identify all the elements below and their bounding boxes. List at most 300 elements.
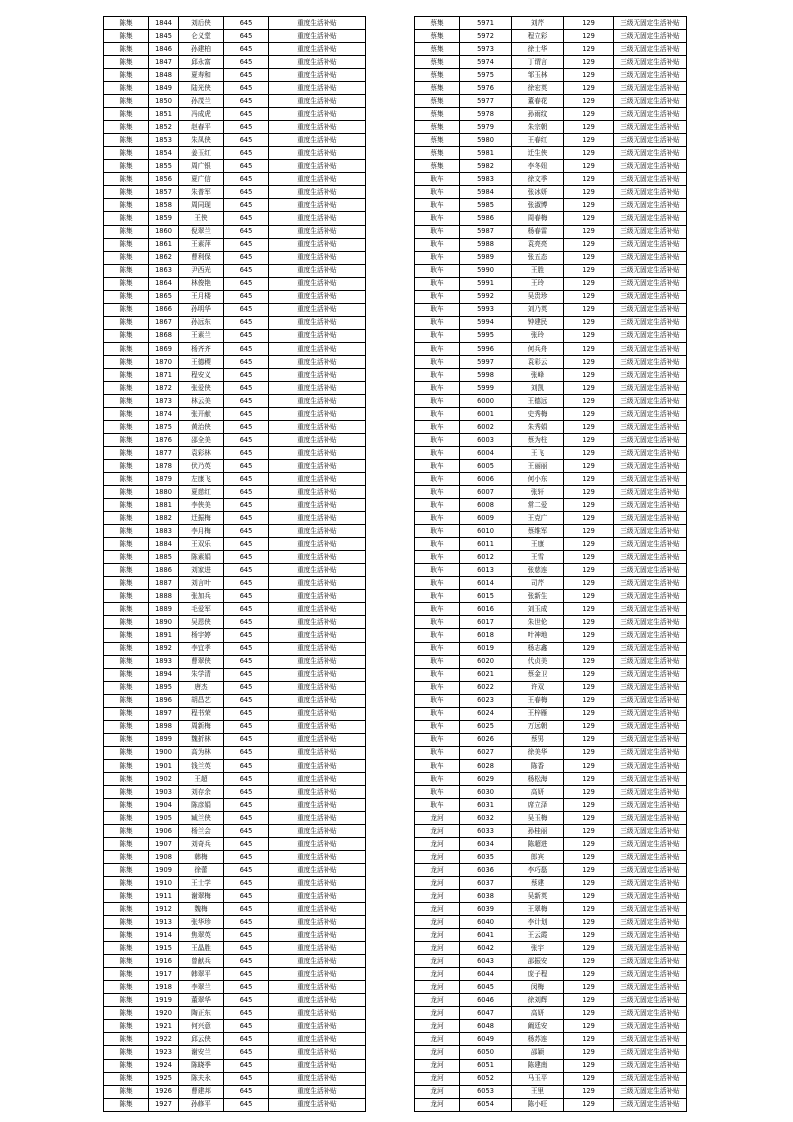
subsidy-type-cell: 重度生活补贴	[269, 942, 366, 955]
serial-number-cell: 5989	[460, 251, 512, 264]
serial-number-cell: 6041	[460, 929, 512, 942]
town-cell: 陈集	[104, 17, 149, 30]
serial-number-cell: 1876	[149, 434, 179, 447]
subsidy-type-cell: 重度生活补贴	[269, 837, 366, 850]
subsidy-type-cell: 三级无固定生活补贴	[614, 173, 687, 186]
person-name-cell: 邹玉林	[512, 69, 564, 82]
town-cell: 龙河	[415, 981, 460, 994]
table-row	[415, 447, 687, 460]
person-name-cell: 张新生	[512, 590, 564, 603]
amount-cell: 645	[224, 811, 269, 824]
serial-number-cell: 1849	[149, 82, 179, 95]
serial-number-cell: 6025	[460, 720, 512, 733]
town-cell: 龙河	[415, 1033, 460, 1046]
town-cell: 陈集	[104, 329, 149, 342]
town-cell: 龙河	[415, 929, 460, 942]
table-row	[415, 394, 687, 407]
serial-number-cell: 1880	[149, 486, 179, 499]
serial-number-cell: 6051	[460, 1059, 512, 1072]
serial-number-cell: 6015	[460, 590, 512, 603]
amount-cell: 129	[564, 486, 614, 499]
amount-cell: 645	[224, 551, 269, 564]
person-name-cell: 陆光侠	[179, 82, 224, 95]
table-row	[415, 434, 687, 447]
person-name-cell: 迁振梅	[179, 512, 224, 525]
table-row	[415, 525, 687, 538]
table-row	[415, 69, 687, 82]
person-name-cell: 董春花	[512, 95, 564, 108]
subsidy-type-cell: 重度生活补贴	[269, 772, 366, 785]
serial-number-cell: 6008	[460, 499, 512, 512]
serial-number-cell: 6014	[460, 577, 512, 590]
person-name-cell: 王康	[512, 538, 564, 551]
table-row	[104, 538, 366, 551]
table-row	[104, 173, 366, 186]
serial-number-cell: 1862	[149, 251, 179, 264]
amount-cell: 129	[564, 981, 614, 994]
person-name-cell: 朱普军	[179, 186, 224, 199]
serial-number-cell: 6029	[460, 772, 512, 785]
subsidy-type-cell: 三级无固定生活补贴	[614, 551, 687, 564]
amount-cell: 645	[224, 199, 269, 212]
amount-cell: 645	[224, 225, 269, 238]
serial-number-cell: 6042	[460, 942, 512, 955]
amount-cell: 129	[564, 642, 614, 655]
town-cell: 陈集	[104, 785, 149, 798]
subsidy-type-cell: 三级无固定生活补贴	[614, 877, 687, 890]
serial-number-cell: 1927	[149, 1098, 179, 1111]
table-row	[415, 864, 687, 877]
subsidy-type-cell: 重度生活补贴	[269, 95, 366, 108]
table-row	[415, 303, 687, 316]
table-row	[104, 43, 366, 56]
town-cell: 陈集	[104, 642, 149, 655]
person-name-cell: 王胜	[512, 264, 564, 277]
serial-number-cell: 5996	[460, 342, 512, 355]
subsidy-type-cell: 三级无固定生活补贴	[614, 916, 687, 929]
amount-cell: 645	[224, 251, 269, 264]
subsidy-type-cell: 重度生活补贴	[269, 499, 366, 512]
amount-cell: 645	[224, 329, 269, 342]
subsidy-type-cell: 三级无固定生活补贴	[614, 251, 687, 264]
subsidy-type-cell: 重度生活补贴	[269, 955, 366, 968]
amount-cell: 129	[564, 212, 614, 225]
serial-number-cell: 1883	[149, 525, 179, 538]
person-name-cell: 吴新英	[512, 890, 564, 903]
subsidy-type-cell: 重度生活补贴	[269, 851, 366, 864]
person-name-cell: 魏折林	[179, 733, 224, 746]
subsidy-type-cell: 三级无固定生活补贴	[614, 186, 687, 199]
table-row	[104, 121, 366, 134]
town-cell: 龙河	[415, 864, 460, 877]
serial-number-cell: 6022	[460, 681, 512, 694]
amount-cell: 645	[224, 746, 269, 759]
subsidy-type-cell: 重度生活补贴	[269, 355, 366, 368]
table-row	[415, 499, 687, 512]
subsidy-type-cell: 重度生活补贴	[269, 929, 366, 942]
subsidy-type-cell: 重度生活补贴	[269, 1098, 366, 1111]
table-row	[415, 694, 687, 707]
person-name-cell: 董翠华	[179, 994, 224, 1007]
table-row	[104, 342, 366, 355]
table-row	[415, 890, 687, 903]
table-row	[104, 616, 366, 629]
table-row	[104, 642, 366, 655]
amount-cell: 645	[224, 694, 269, 707]
subsidy-type-cell: 重度生活补贴	[269, 616, 366, 629]
amount-cell: 129	[564, 538, 614, 551]
person-name-cell: 袁彩云	[512, 355, 564, 368]
amount-cell: 129	[564, 837, 614, 850]
table-row	[104, 1020, 366, 1033]
person-name-cell: 刘家进	[179, 564, 224, 577]
serial-number-cell: 5993	[460, 303, 512, 316]
subsidy-type-cell: 三级无固定生活补贴	[614, 538, 687, 551]
serial-number-cell: 5983	[460, 173, 512, 186]
town-cell: 陈集	[104, 890, 149, 903]
serial-number-cell: 6023	[460, 694, 512, 707]
amount-cell: 129	[564, 95, 614, 108]
table-row	[415, 929, 687, 942]
serial-number-cell: 1922	[149, 1033, 179, 1046]
person-name-cell: 李月梅	[179, 525, 224, 538]
serial-number-cell: 6037	[460, 877, 512, 890]
town-cell: 陈集	[104, 759, 149, 772]
table-row	[415, 642, 687, 655]
town-cell: 陈集	[104, 186, 149, 199]
amount-cell: 645	[224, 668, 269, 681]
serial-number-cell: 1847	[149, 56, 179, 69]
town-cell: 耿车	[415, 173, 460, 186]
amount-cell: 129	[564, 903, 614, 916]
subsidy-type-cell: 三级无固定生活补贴	[614, 798, 687, 811]
subsidy-type-cell: 重度生活补贴	[269, 381, 366, 394]
amount-cell: 129	[564, 303, 614, 316]
amount-cell: 645	[224, 759, 269, 772]
person-name-cell: 王春红	[512, 134, 564, 147]
amount-cell: 129	[564, 942, 614, 955]
person-name-cell: 王克广	[512, 512, 564, 525]
amount-cell: 645	[224, 837, 269, 850]
serial-number-cell: 6044	[460, 968, 512, 981]
person-name-cell: 仑义堂	[179, 30, 224, 43]
town-cell: 陈集	[104, 903, 149, 916]
town-cell: 龙河	[415, 811, 460, 824]
subsidy-type-cell: 三级无固定生活补贴	[614, 629, 687, 642]
person-name-cell: 孙茂兰	[179, 95, 224, 108]
person-name-cell: 陈香	[512, 759, 564, 772]
amount-cell: 129	[564, 121, 614, 134]
serial-number-cell: 1915	[149, 942, 179, 955]
subsidy-type-cell: 重度生活补贴	[269, 811, 366, 824]
person-name-cell: 唐杰	[179, 681, 224, 694]
subsidy-type-cell: 三级无固定生活补贴	[614, 929, 687, 942]
table-row	[104, 17, 366, 30]
subsidy-type-cell: 三级无固定生活补贴	[614, 824, 687, 837]
person-name-cell: 陶正东	[179, 1007, 224, 1020]
subsidy-type-cell: 三级无固定生活补贴	[614, 43, 687, 56]
subsidy-type-cell: 三级无固定生活补贴	[614, 864, 687, 877]
town-cell: 龙河	[415, 955, 460, 968]
amount-cell: 645	[224, 538, 269, 551]
person-name-cell: 王超	[179, 772, 224, 785]
serial-number-cell: 6046	[460, 994, 512, 1007]
subsidy-type-cell: 三级无固定生活补贴	[614, 642, 687, 655]
person-name-cell: 李巧磊	[512, 864, 564, 877]
town-cell: 蔡集	[415, 121, 460, 134]
town-cell: 陈集	[104, 69, 149, 82]
town-cell: 陈集	[104, 342, 149, 355]
serial-number-cell: 6010	[460, 525, 512, 538]
table-row	[104, 212, 366, 225]
subsidy-type-cell: 重度生活补贴	[269, 733, 366, 746]
table-row	[104, 837, 366, 850]
subsidy-type-cell: 重度生活补贴	[269, 82, 366, 95]
person-name-cell: 王翠梅	[512, 903, 564, 916]
person-name-cell: 丁谓言	[512, 56, 564, 69]
town-cell: 陈集	[104, 199, 149, 212]
person-name-cell: 徐士华	[512, 43, 564, 56]
subsidy-type-cell: 三级无固定生活补贴	[614, 707, 687, 720]
person-name-cell: 冯成虎	[179, 108, 224, 121]
table-row	[415, 355, 687, 368]
subsidy-type-cell: 三级无固定生活补贴	[614, 1007, 687, 1020]
subsidy-type-cell: 重度生活补贴	[269, 303, 366, 316]
subsidy-type-cell: 三级无固定生活补贴	[614, 694, 687, 707]
town-cell: 耿车	[415, 368, 460, 381]
table-row	[104, 186, 366, 199]
amount-cell: 645	[224, 56, 269, 69]
table-row	[415, 420, 687, 433]
subsidy-type-cell: 重度生活补贴	[269, 1007, 366, 1020]
town-cell: 蔡集	[415, 160, 460, 173]
amount-cell: 129	[564, 668, 614, 681]
serial-number-cell: 5974	[460, 56, 512, 69]
table-row	[104, 981, 366, 994]
amount-cell: 129	[564, 929, 614, 942]
town-cell: 耿车	[415, 316, 460, 329]
amount-cell: 645	[224, 720, 269, 733]
serial-number-cell: 6039	[460, 903, 512, 916]
serial-number-cell: 1912	[149, 903, 179, 916]
person-name-cell: 李冬妞	[512, 160, 564, 173]
person-name-cell: 倪翠兰	[179, 225, 224, 238]
town-cell: 陈集	[104, 851, 149, 864]
serial-number-cell: 1908	[149, 851, 179, 864]
serial-number-cell: 5985	[460, 199, 512, 212]
amount-cell: 645	[224, 407, 269, 420]
table-row	[415, 212, 687, 225]
table-row	[415, 981, 687, 994]
subsidy-type-cell: 三级无固定生活补贴	[614, 108, 687, 121]
serial-number-cell: 1864	[149, 277, 179, 290]
subsidy-type-cell: 重度生活补贴	[269, 447, 366, 460]
table-row	[415, 186, 687, 199]
serial-number-cell: 1887	[149, 577, 179, 590]
serial-number-cell: 1888	[149, 590, 179, 603]
subsidy-type-cell: 三级无固定生活补贴	[614, 890, 687, 903]
town-cell: 陈集	[104, 720, 149, 733]
serial-number-cell: 6019	[460, 642, 512, 655]
amount-cell: 129	[564, 134, 614, 147]
serial-number-cell: 6045	[460, 981, 512, 994]
subsidy-type-cell: 重度生活补贴	[269, 681, 366, 694]
town-cell: 陈集	[104, 134, 149, 147]
amount-cell: 645	[224, 17, 269, 30]
amount-cell: 645	[224, 733, 269, 746]
amount-cell: 129	[564, 17, 614, 30]
table-row	[104, 864, 366, 877]
amount-cell: 129	[564, 186, 614, 199]
person-name-cell: 邵颖	[512, 1046, 564, 1059]
serial-number-cell: 1844	[149, 17, 179, 30]
amount-cell: 129	[564, 368, 614, 381]
person-name-cell: 叶神地	[512, 629, 564, 642]
amount-cell: 129	[564, 851, 614, 864]
serial-number-cell: 6011	[460, 538, 512, 551]
town-cell: 陈集	[104, 603, 149, 616]
town-cell: 陈集	[104, 824, 149, 837]
person-name-cell: 王玲	[512, 277, 564, 290]
table-row	[104, 551, 366, 564]
table-row	[104, 303, 366, 316]
subsidy-type-cell: 重度生活补贴	[269, 251, 366, 264]
serial-number-cell: 1904	[149, 798, 179, 811]
table-row	[415, 916, 687, 929]
town-cell: 耿车	[415, 733, 460, 746]
serial-number-cell: 6004	[460, 447, 512, 460]
serial-number-cell: 1900	[149, 746, 179, 759]
serial-number-cell: 1884	[149, 538, 179, 551]
table-row	[104, 225, 366, 238]
town-cell: 耿车	[415, 225, 460, 238]
table-row	[104, 681, 366, 694]
amount-cell: 129	[564, 251, 614, 264]
town-cell: 蔡集	[415, 30, 460, 43]
subsidy-type-cell: 重度生活补贴	[269, 473, 366, 486]
subsidy-type-cell: 三级无固定生活补贴	[614, 590, 687, 603]
serial-number-cell: 6048	[460, 1020, 512, 1033]
amount-cell: 129	[564, 798, 614, 811]
serial-number-cell: 5976	[460, 82, 512, 95]
serial-number-cell: 6026	[460, 733, 512, 746]
amount-cell: 129	[564, 173, 614, 186]
town-cell: 陈集	[104, 590, 149, 603]
subsidy-type-cell: 重度生活补贴	[269, 225, 366, 238]
subsidy-type-cell: 重度生活补贴	[269, 746, 366, 759]
subsidy-type-cell: 重度生活补贴	[269, 264, 366, 277]
town-cell: 陈集	[104, 264, 149, 277]
serial-number-cell: 5997	[460, 355, 512, 368]
town-cell: 耿车	[415, 355, 460, 368]
table-row	[104, 407, 366, 420]
subsidy-type-cell: 三级无固定生活补贴	[614, 512, 687, 525]
amount-cell: 645	[224, 929, 269, 942]
subsidy-type-cell: 重度生活补贴	[269, 720, 366, 733]
amount-cell: 645	[224, 460, 269, 473]
table-row	[415, 1007, 687, 1020]
table-row	[104, 381, 366, 394]
amount-cell: 129	[564, 994, 614, 1007]
serial-number-cell: 5973	[460, 43, 512, 56]
town-cell: 耿车	[415, 551, 460, 564]
serial-number-cell: 6035	[460, 851, 512, 864]
amount-cell: 129	[564, 824, 614, 837]
subsidy-type-cell: 三级无固定生活补贴	[614, 681, 687, 694]
town-cell: 耿车	[415, 238, 460, 251]
subsidy-type-cell: 三级无固定生活补贴	[614, 447, 687, 460]
person-name-cell: 邵振安	[512, 955, 564, 968]
town-cell: 龙河	[415, 877, 460, 890]
subsidy-type-cell: 重度生活补贴	[269, 864, 366, 877]
town-cell: 陈集	[104, 837, 149, 850]
person-name-cell: 蔡建	[512, 877, 564, 890]
serial-number-cell: 1902	[149, 772, 179, 785]
table-row	[104, 56, 366, 69]
town-cell: 蔡集	[415, 69, 460, 82]
serial-number-cell: 1891	[149, 629, 179, 642]
table-row	[415, 903, 687, 916]
town-cell: 陈集	[104, 1020, 149, 1033]
town-cell: 陈集	[104, 108, 149, 121]
amount-cell: 645	[224, 1059, 269, 1072]
table-row	[104, 1033, 366, 1046]
town-cell: 陈集	[104, 955, 149, 968]
table-row	[415, 824, 687, 837]
person-name-cell: 王侠	[179, 212, 224, 225]
amount-cell: 645	[224, 303, 269, 316]
town-cell: 陈集	[104, 1059, 149, 1072]
serial-number-cell: 5979	[460, 121, 512, 134]
table-row	[415, 1085, 687, 1098]
serial-number-cell: 5978	[460, 108, 512, 121]
person-name-cell: 杨宇婷	[179, 629, 224, 642]
person-name-cell: 邱云侠	[179, 1033, 224, 1046]
person-name-cell: 钱兰英	[179, 759, 224, 772]
amount-cell: 129	[564, 460, 614, 473]
town-cell: 陈集	[104, 173, 149, 186]
town-cell: 陈集	[104, 381, 149, 394]
table-row	[415, 30, 687, 43]
amount-cell: 645	[224, 994, 269, 1007]
subsidy-type-cell: 重度生活补贴	[269, 1033, 366, 1046]
town-cell: 耿车	[415, 329, 460, 342]
town-cell: 陈集	[104, 121, 149, 134]
person-name-cell: 夏寿和	[179, 69, 224, 82]
amount-cell: 129	[564, 316, 614, 329]
table-row	[415, 329, 687, 342]
table-row	[415, 95, 687, 108]
amount-cell: 129	[564, 590, 614, 603]
person-name-cell: 孙远东	[179, 316, 224, 329]
table-row	[415, 277, 687, 290]
table-row	[104, 759, 366, 772]
town-cell: 龙河	[415, 903, 460, 916]
serial-number-cell: 1866	[149, 303, 179, 316]
amount-cell: 129	[564, 890, 614, 903]
town-cell: 陈集	[104, 929, 149, 942]
person-name-cell: 徐文季	[512, 173, 564, 186]
serial-number-cell: 1867	[149, 316, 179, 329]
subsidy-type-cell: 三级无固定生活补贴	[614, 95, 687, 108]
town-cell: 耿车	[415, 720, 460, 733]
town-cell: 陈集	[104, 746, 149, 759]
subsidy-type-cell: 重度生活补贴	[269, 316, 366, 329]
table-row	[104, 798, 366, 811]
person-name-cell: 吴贵珍	[512, 290, 564, 303]
town-cell: 耿车	[415, 303, 460, 316]
amount-cell: 645	[224, 1085, 269, 1098]
